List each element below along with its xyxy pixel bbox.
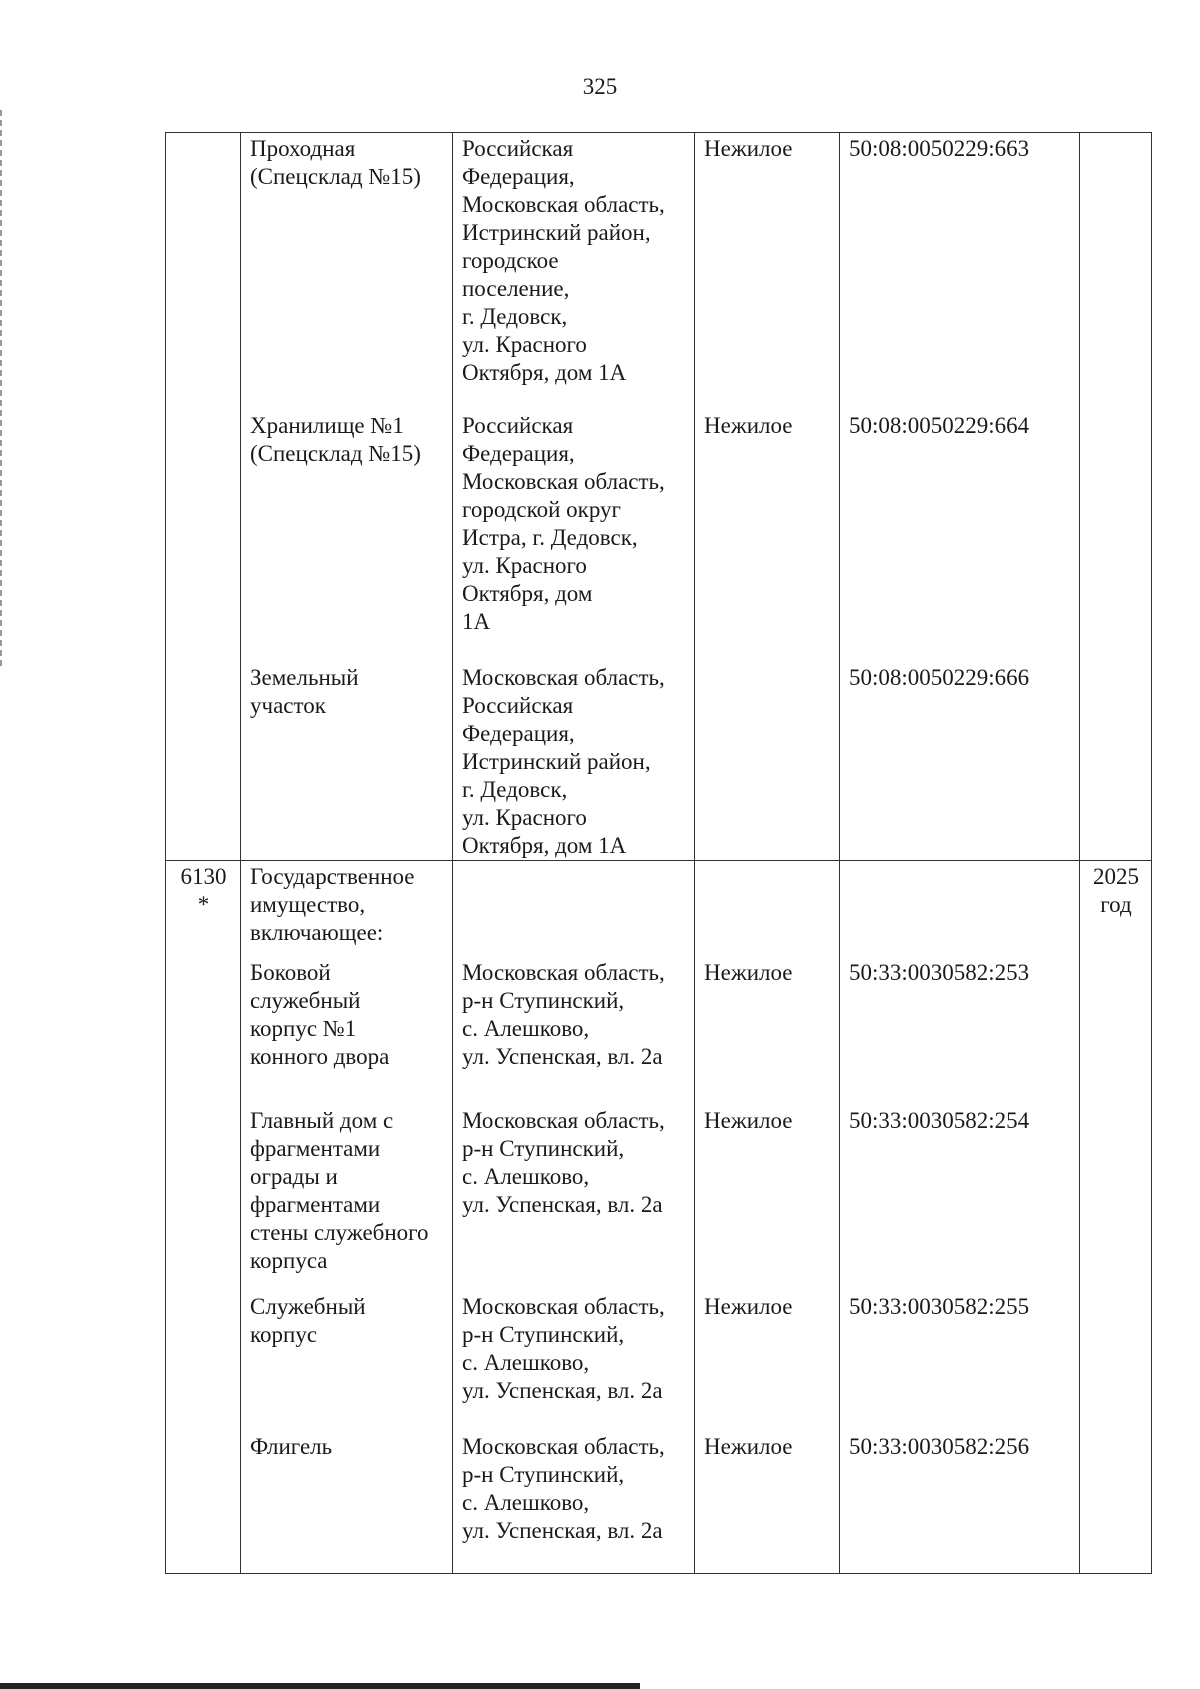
object-address: Московская область, Российская Федерация, Истринский район, г. Дедовск, ул. Красного Октября, дом 1А xyxy=(453,662,695,861)
year xyxy=(1080,410,1152,662)
cadastral-number: 50:08:0050229:666 xyxy=(840,662,1080,861)
property-table xyxy=(165,132,1152,1574)
table-row xyxy=(166,410,1152,662)
object-kind xyxy=(695,861,840,958)
row-number xyxy=(166,1291,241,1431)
page-number: 325 xyxy=(582,74,618,99)
object-name: Боковой служебный корпус №1 конного двора xyxy=(241,957,453,1105)
object-address: Московская область, р-н Ступинский, с. Алешково, ул. Успенская, вл. 2а xyxy=(453,1105,695,1291)
table-row xyxy=(166,1431,1152,1574)
table-row xyxy=(166,861,1152,958)
object-name: Хранилище №1 (Спецсклад №15) xyxy=(241,410,453,662)
row-number xyxy=(166,957,241,1105)
scan-bottom-edge xyxy=(0,1683,640,1689)
year xyxy=(1080,957,1152,1105)
table-row xyxy=(166,1291,1152,1431)
row-number xyxy=(166,1431,241,1574)
row-number xyxy=(166,133,241,411)
table-row xyxy=(166,662,1152,861)
object-address: Российская Федерация, Московская область, городской округ Истра, г. Дедовск, ул. Красного Октября, дом 1А xyxy=(453,410,695,662)
row-number: 6130 * xyxy=(166,861,241,958)
object-address: Российская Федерация, Московская область, Истринский район, городское поселение, г. Дедовск, ул. Красного Октября, дом 1А xyxy=(453,133,695,411)
object-name: Проходная (Спецсклад №15) xyxy=(241,133,453,411)
object-address: Московская область, р-н Ступинский, с. Алешково, ул. Успенская, вл. 2а xyxy=(453,957,695,1105)
row-number xyxy=(166,662,241,861)
cadastral-number: 50:33:0030582:254 xyxy=(840,1105,1080,1291)
cadastral-number: 50:08:0050229:664 xyxy=(840,410,1080,662)
object-kind: Нежилое xyxy=(695,1291,840,1431)
object-kind: Нежилое xyxy=(695,133,840,411)
object-name: Земельный участок xyxy=(241,662,453,861)
row-number xyxy=(166,1105,241,1291)
row-number xyxy=(166,410,241,662)
object-address: Московская область, р-н Ступинский, с. Алешково, ул. Успенская, вл. 2а xyxy=(453,1431,695,1574)
cadastral-number: 50:08:0050229:663 xyxy=(840,133,1080,411)
year: 2025 год xyxy=(1080,861,1152,958)
cadastral-number: 50:33:0030582:256 xyxy=(840,1431,1080,1574)
object-name: Государственное имущество, включающее: xyxy=(241,861,453,958)
object-name: Служебный корпус xyxy=(241,1291,453,1431)
object-name: Флигель xyxy=(241,1431,453,1574)
year xyxy=(1080,662,1152,861)
cadastral-number: 50:33:0030582:253 xyxy=(840,957,1080,1105)
scan-left-edge xyxy=(0,110,2,670)
object-kind: Нежилое xyxy=(695,957,840,1105)
year xyxy=(1080,1291,1152,1431)
cadastral-number xyxy=(840,861,1080,958)
object-address: Московская область, р-н Ступинский, с. Алешково, ул. Успенская, вл. 2а xyxy=(453,1291,695,1431)
object-kind xyxy=(695,662,840,861)
table-row xyxy=(166,957,1152,1105)
object-name: Главный дом с фрагментами ограды и фрагментами стены служебного корпуса xyxy=(241,1105,453,1291)
year xyxy=(1080,133,1152,411)
object-kind: Нежилое xyxy=(695,410,840,662)
table-row xyxy=(166,133,1152,411)
cadastral-number: 50:33:0030582:255 xyxy=(840,1291,1080,1431)
object-kind: Нежилое xyxy=(695,1105,840,1291)
table-row xyxy=(166,1105,1152,1291)
object-address xyxy=(453,861,695,958)
year xyxy=(1080,1431,1152,1574)
object-kind: Нежилое xyxy=(695,1431,840,1574)
year xyxy=(1080,1105,1152,1291)
